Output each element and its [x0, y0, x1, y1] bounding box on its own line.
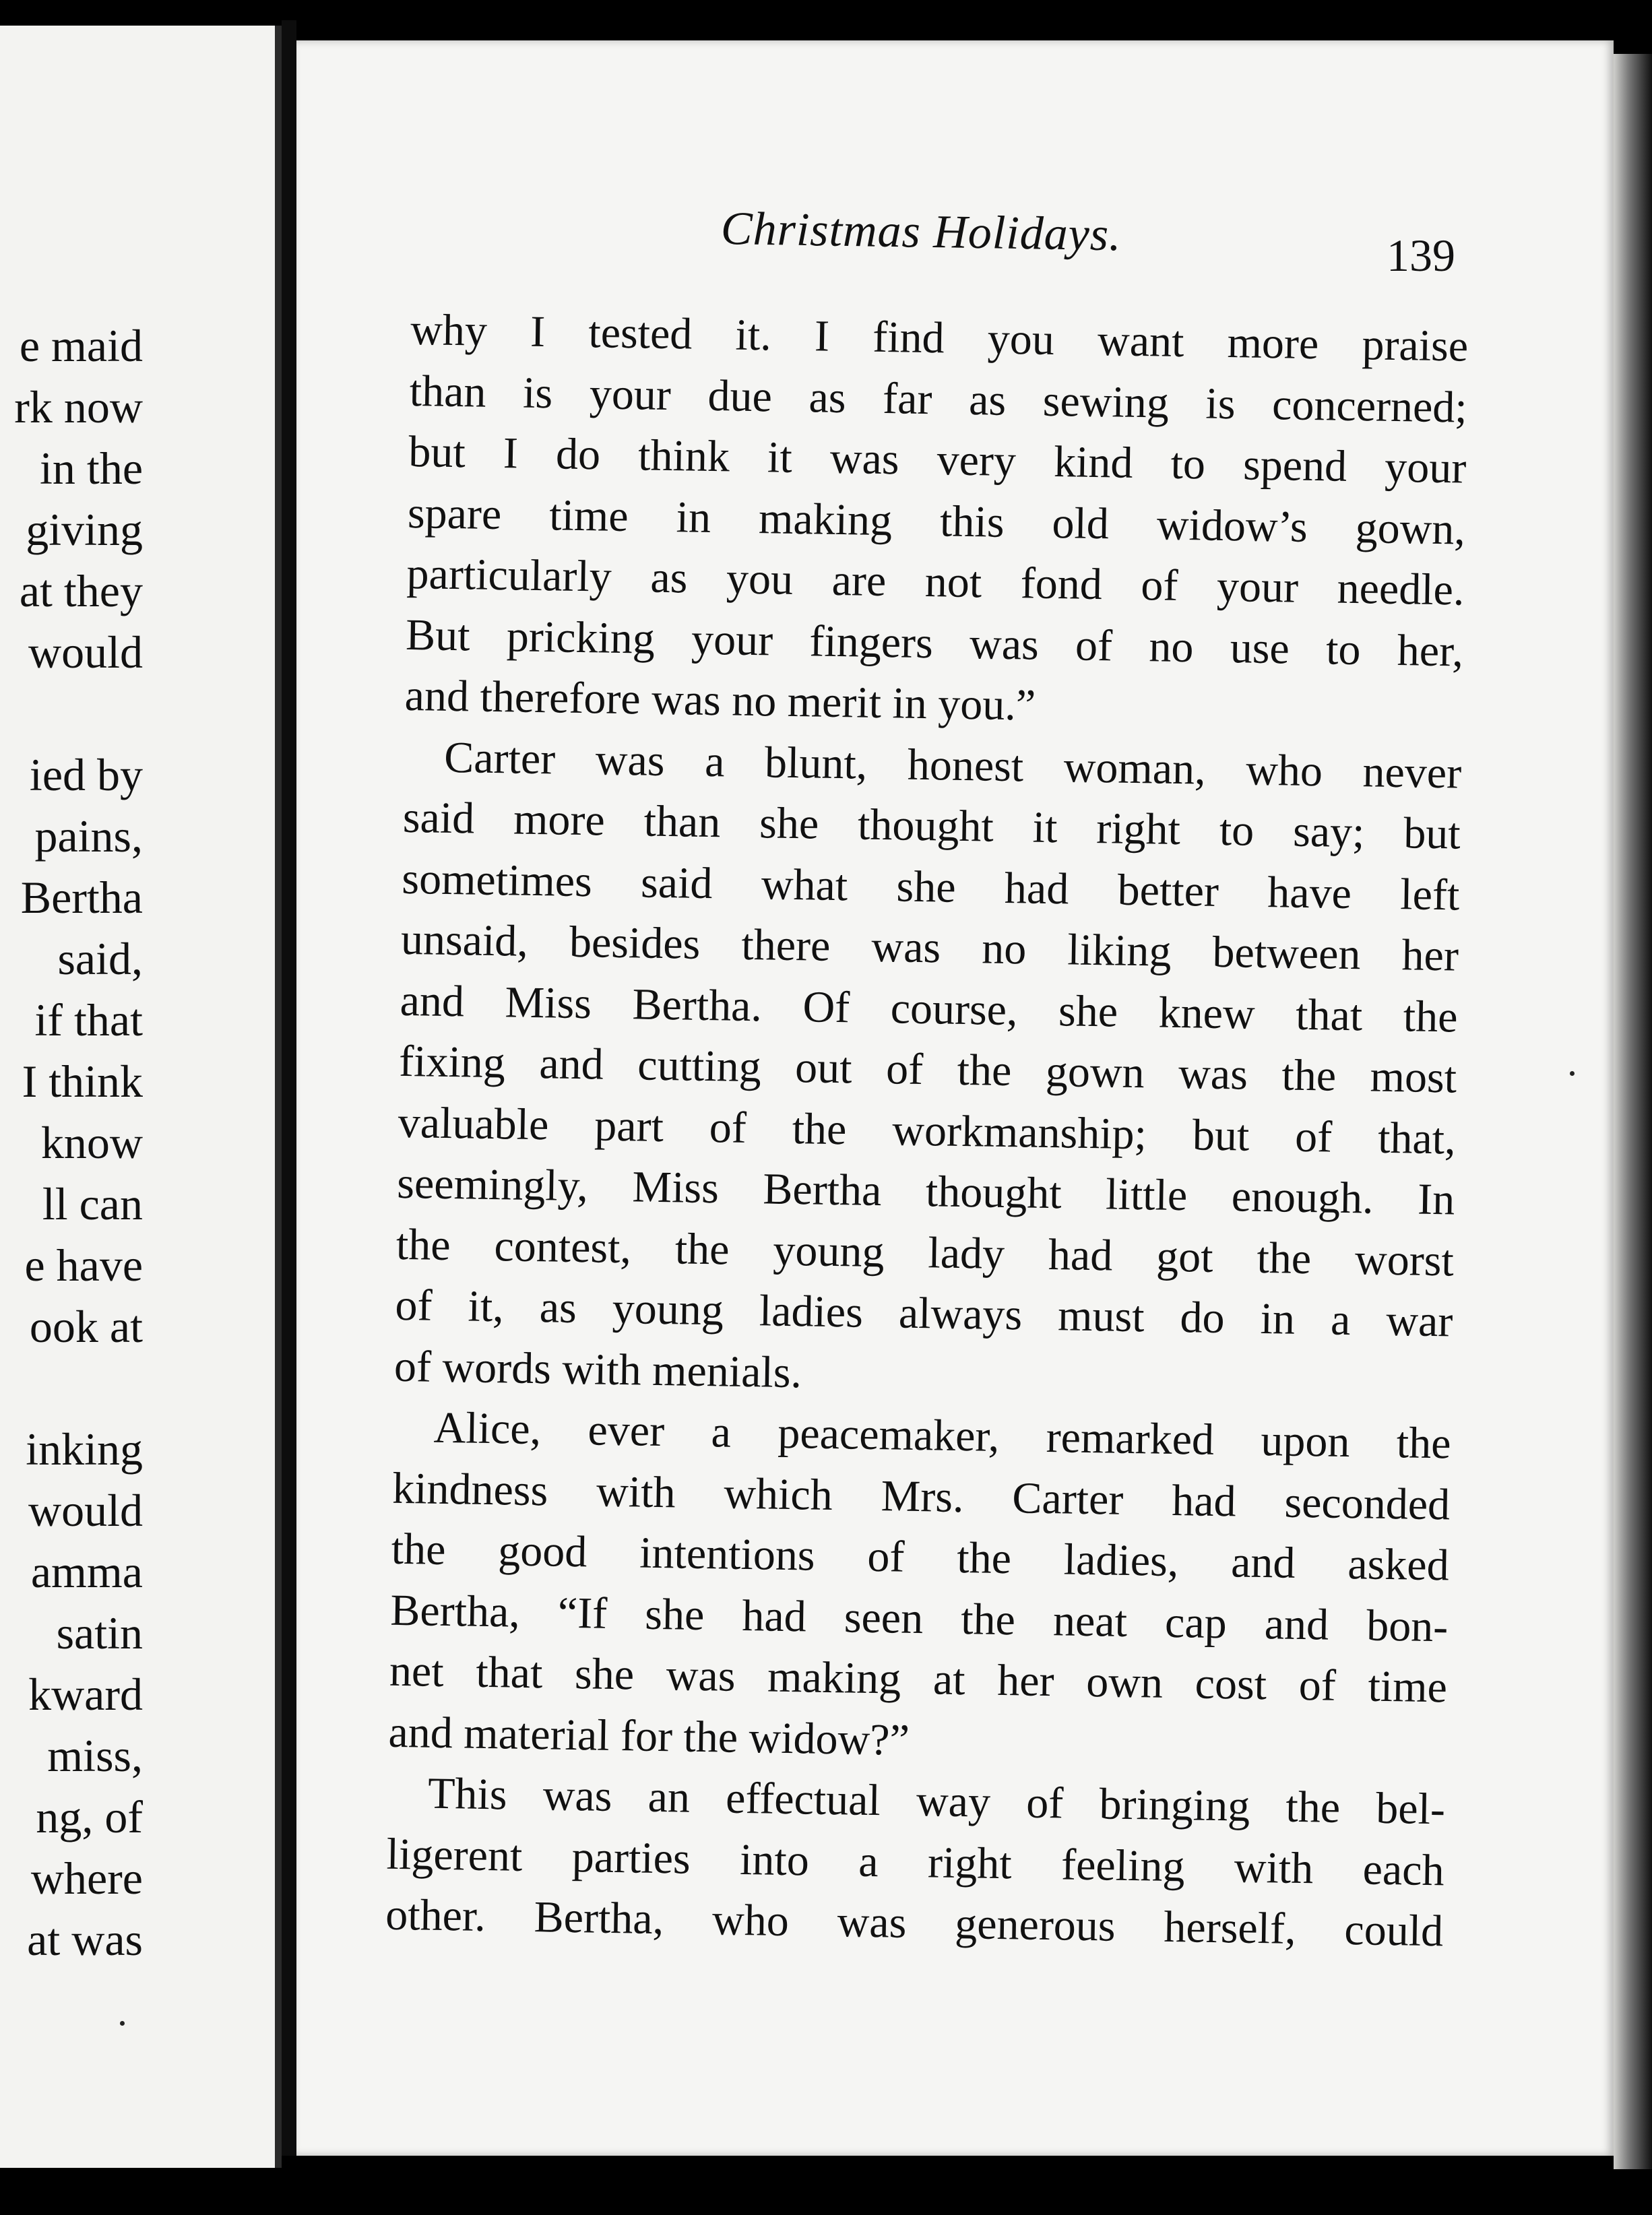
text-line: fixing and cutting out of the gown was the most: [398, 1036, 1457, 1103]
left-page-line: at was: [27, 1914, 143, 1965]
left-page-line: in the: [40, 443, 143, 494]
page-number: 139: [1387, 230, 1455, 281]
text-line: and material for the widow?”: [388, 1707, 910, 1765]
left-page-line: know: [40, 1117, 143, 1168]
text-line: net that she was making at her own cost of time: [389, 1646, 1448, 1712]
text-line: the good intentions of the ladies, and asked: [391, 1524, 1450, 1591]
left-page-line: if that: [34, 994, 143, 1046]
text-line: but I do think it was very kind to spend your: [408, 426, 1467, 493]
left-page-line: inking: [26, 1423, 143, 1475]
text-line: kindness with which Mrs. Carter had seconded: [391, 1463, 1451, 1529]
left-page-line: where: [30, 1853, 143, 1904]
left-page-line: I think: [22, 1056, 143, 1107]
text-line: Carter was a blunt, honest woman, who never: [443, 732, 1462, 798]
left-page-line: e have: [24, 1240, 143, 1291]
left-page-text: [14, 315, 143, 1970]
text-line: sometimes said what she had better have left: [401, 854, 1460, 920]
left-page-line: would: [28, 627, 143, 678]
left-page-line: pains,: [34, 810, 143, 862]
text-line: valuable part of the workmanship; but of that,: [398, 1097, 1457, 1164]
left-page-line: giving: [26, 504, 143, 555]
left-page-line: would: [28, 1485, 143, 1536]
text-line: said more than she thought it right to say; but: [402, 792, 1461, 859]
left-page-line: [14, 683, 143, 744]
running-title: Christmas Holidays.: [720, 203, 1122, 261]
print-speck: [1570, 1071, 1575, 1076]
text-line: other. Bertha, who was generous herself, could: [385, 1890, 1444, 1956]
text-line: This was an effectual way of bringing the bel-: [427, 1768, 1446, 1834]
text-line: and Miss Bertha. Of course, she knew that the: [400, 975, 1459, 1042]
page-body-text: [385, 300, 1469, 1962]
print-speck: [120, 2021, 125, 2026]
left-page-line: satin: [56, 1607, 143, 1659]
text-line: the contest, the young lady had got the worst: [395, 1219, 1455, 1285]
left-page-line: amma: [30, 1546, 143, 1597]
left-page-line: ll can: [42, 1178, 143, 1229]
left-page-line: at they: [19, 565, 143, 616]
left-page-line: miss,: [47, 1730, 143, 1781]
text-line: unsaid, besides there was no liking between her: [400, 914, 1459, 981]
left-page-line: ook at: [29, 1301, 143, 1352]
text-line: why I tested it. I find you want more praise: [410, 304, 1469, 371]
text-line: Alice, ever a peacemaker, remarked upon the: [433, 1403, 1452, 1469]
left-page-line: [14, 1357, 143, 1419]
left-page: [0, 26, 282, 2168]
left-page-line: ied by: [29, 749, 143, 800]
left-page-line: rk now: [14, 381, 143, 432]
text-line: seemingly, Miss Bertha thought little enough. In: [396, 1158, 1455, 1225]
text-line: But pricking your fingers was of no use to her,: [405, 610, 1464, 676]
text-line: particularly as you are not fond of your needle.: [406, 548, 1465, 615]
left-page-line: Bertha: [20, 872, 143, 923]
text-line: of words with menials.: [393, 1341, 802, 1397]
text-line: of it, as young ladies always must do in a war: [394, 1280, 1453, 1347]
text-line: ligerent parties into a right feeling with each: [386, 1829, 1445, 1895]
text-line: spare time in making this old widow’s gown,: [407, 488, 1466, 554]
text-line: Bertha, “If she had seen the neat cap and bon-: [389, 1585, 1449, 1651]
book-gutter: [282, 20, 296, 2156]
text-line: than is your due as far as sewing is concerned;: [409, 366, 1468, 432]
left-page-line: e maid: [19, 320, 143, 371]
left-page-line: said,: [57, 933, 143, 984]
page-edge-shadow: [1614, 54, 1652, 2169]
text-line: and therefore was no merit in you.”: [404, 670, 1036, 730]
left-page-line: kward: [28, 1669, 143, 1720]
left-page-line: ng, of: [36, 1791, 143, 1842]
